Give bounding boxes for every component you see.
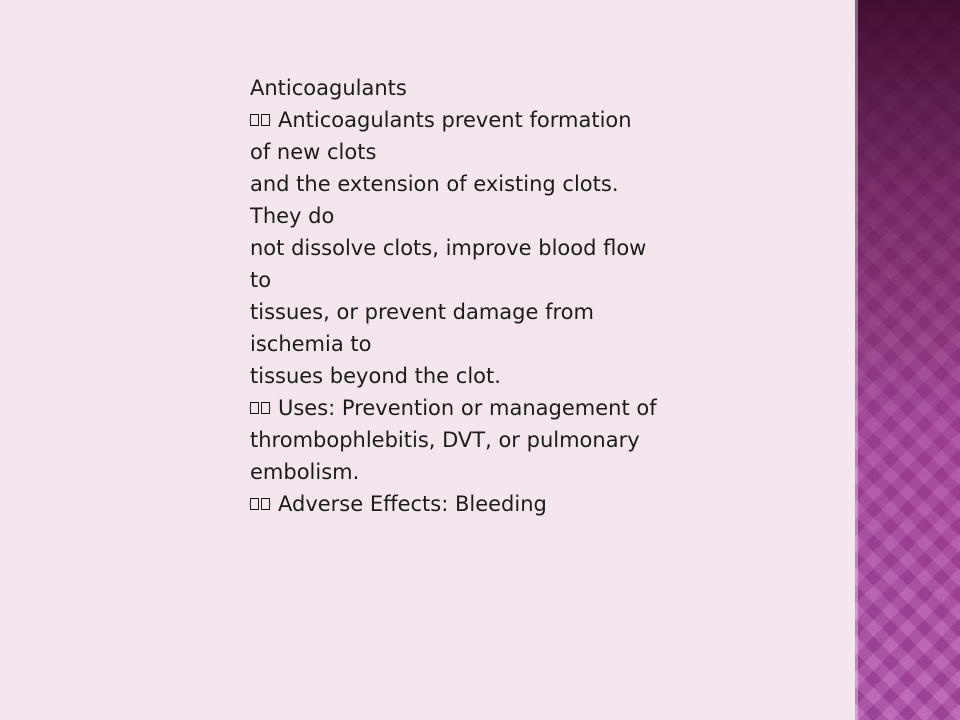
missing-glyph-bullet-icon xyxy=(250,104,272,136)
body-line: Uses: Prevention or management of xyxy=(250,392,720,424)
missing-glyph-bullet-icon xyxy=(250,488,272,520)
decorative-side-band xyxy=(855,0,960,720)
side-band-edge xyxy=(855,0,858,720)
body-line: not dissolve clots, improve blood flow xyxy=(250,236,647,260)
body-line: embolism. xyxy=(250,460,360,484)
body-line: tissues, or prevent damage from xyxy=(250,300,594,324)
body-line: and the extension of existing clots. xyxy=(250,172,619,196)
slide-title: Anticoagulants xyxy=(250,76,407,100)
body-line: They do xyxy=(250,204,335,228)
missing-glyph-bullet-icon xyxy=(250,392,272,424)
body-line: Adverse Effects: Bleeding xyxy=(250,488,720,520)
body-line: to xyxy=(250,268,272,292)
body-line: Anticoagulants prevent formation xyxy=(250,104,720,136)
body-line: tissues beyond the clot. xyxy=(250,364,501,388)
body-line: ischemia to xyxy=(250,332,372,356)
slide-body xyxy=(250,72,720,520)
body-line: thrombophlebitis, DVT, or pulmonary xyxy=(250,428,640,452)
body-line: of new clots xyxy=(250,140,377,164)
